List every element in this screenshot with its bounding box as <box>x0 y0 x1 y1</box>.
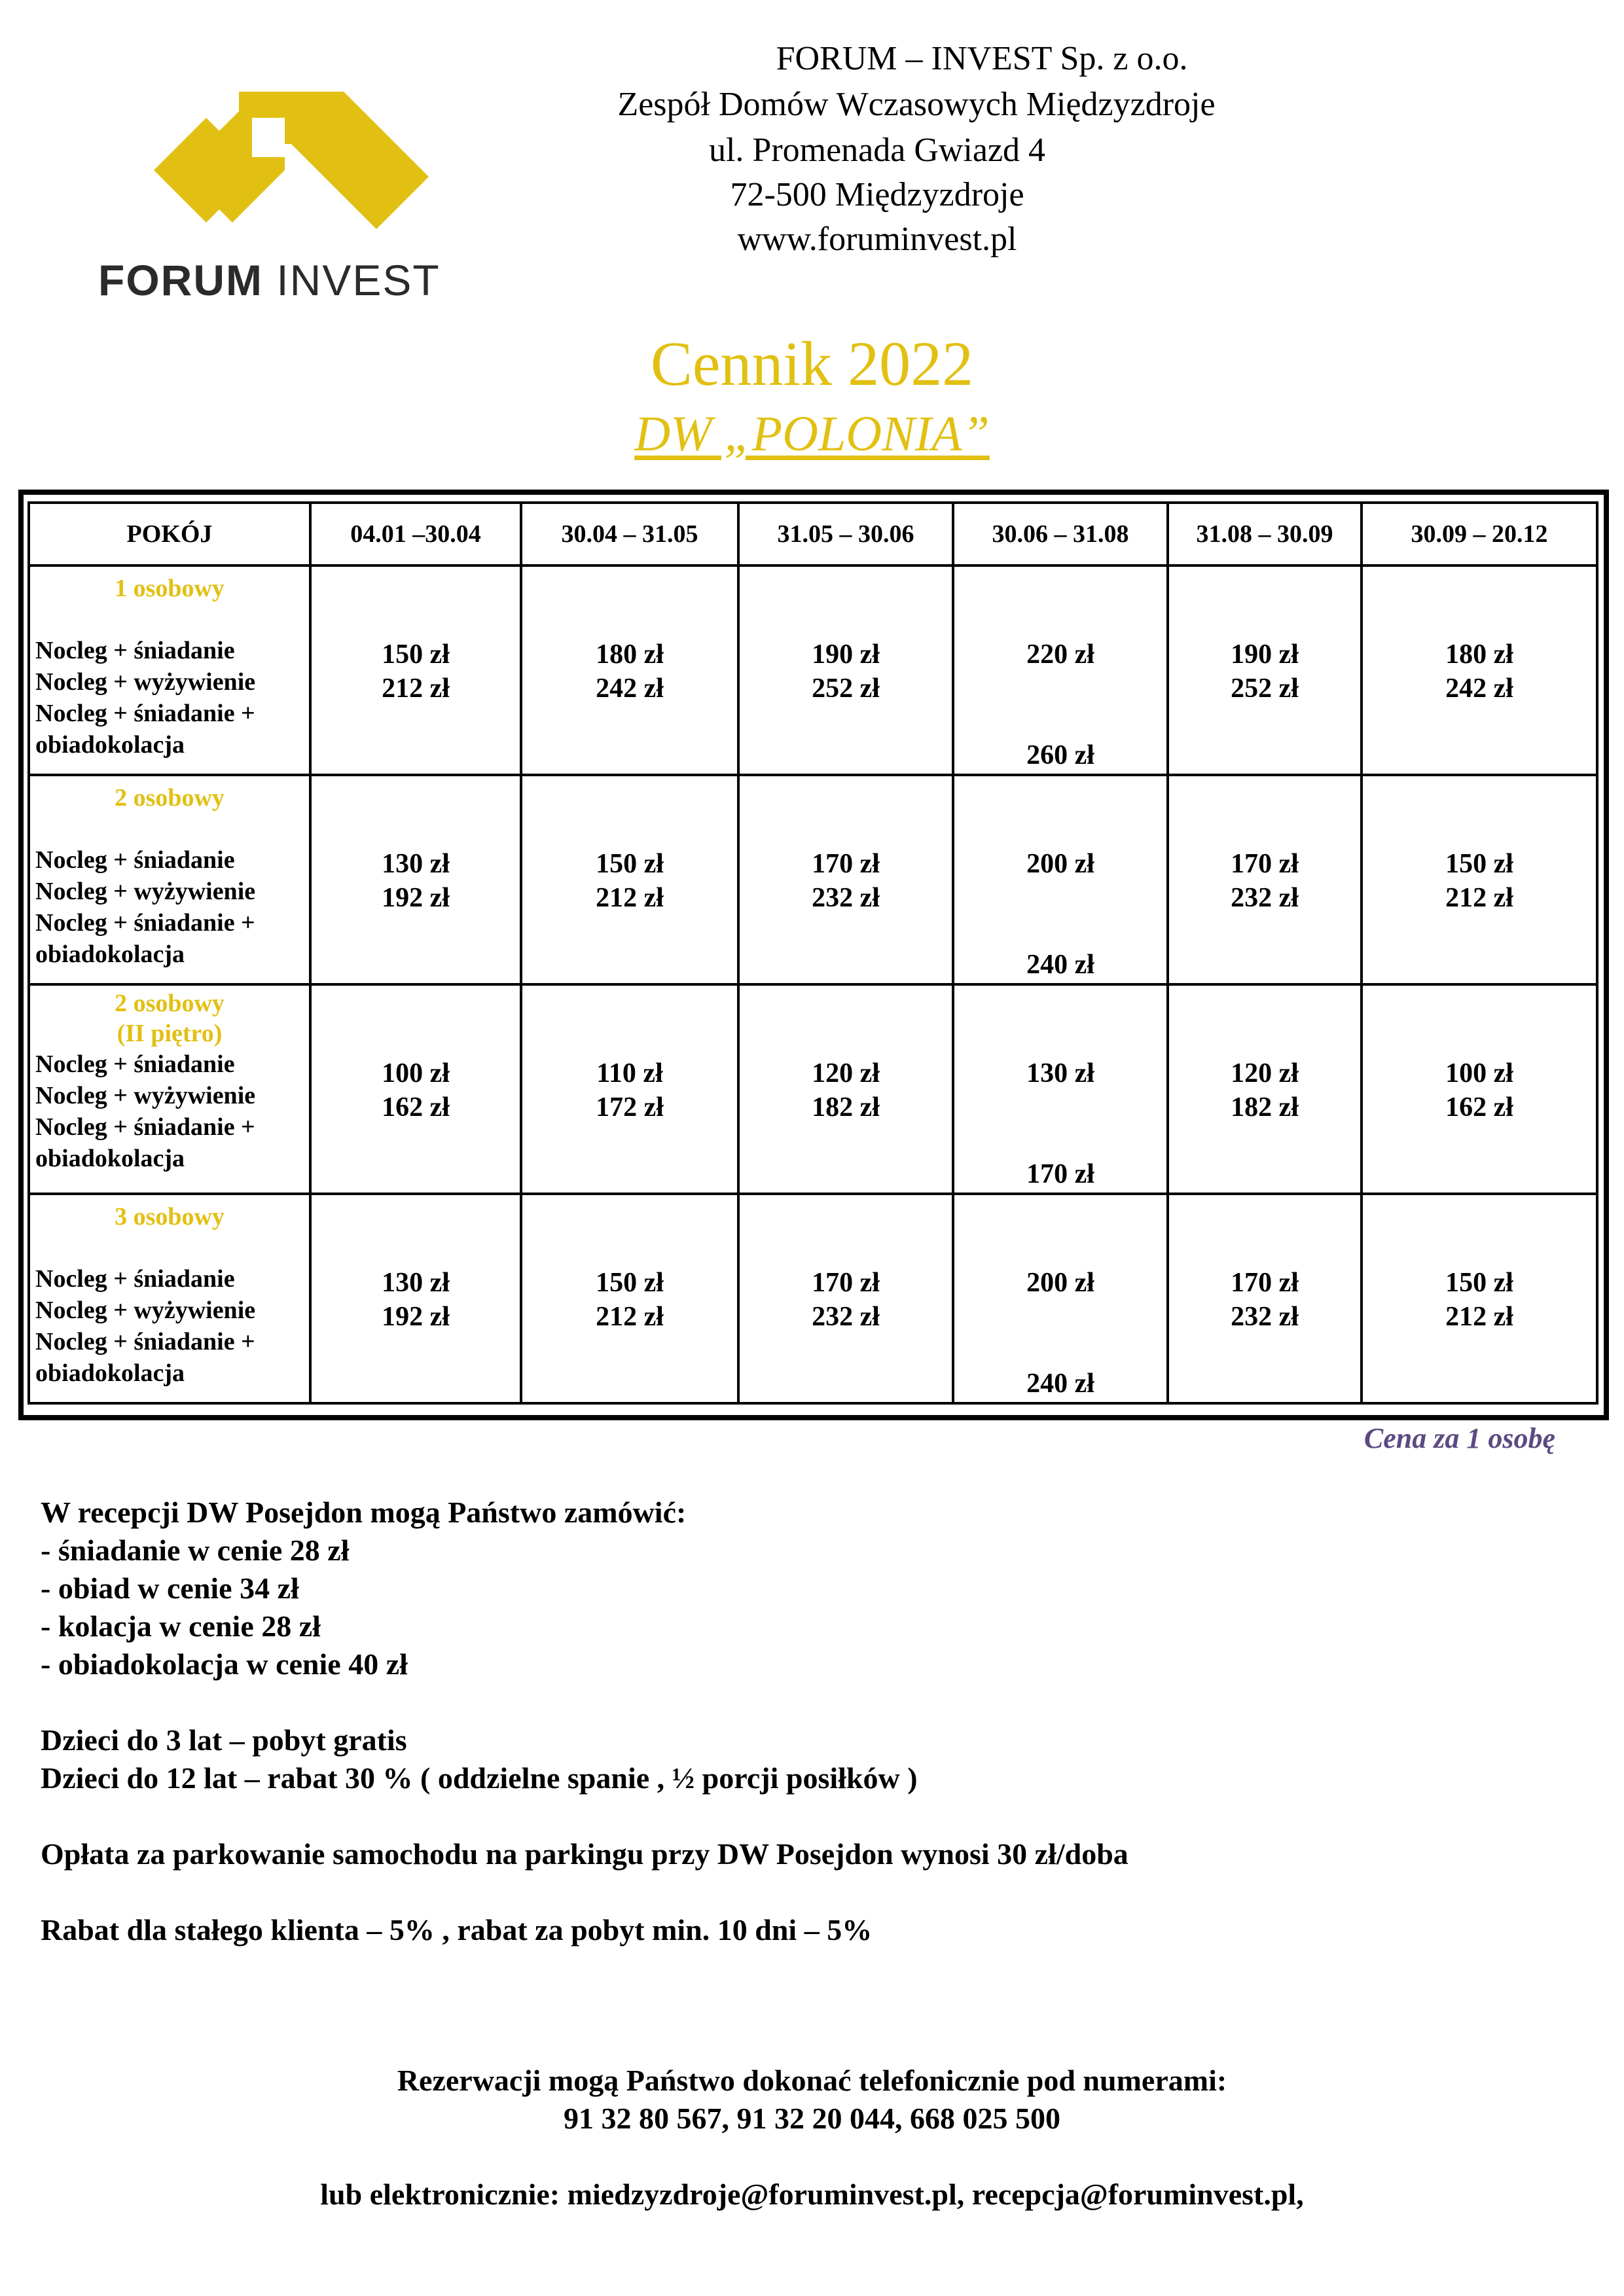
option-line: obiadokolacja <box>35 941 185 968</box>
price: 130 zł <box>382 1268 450 1298</box>
option-line: Nocleg + wyżywienie <box>35 878 256 905</box>
room-type: 1 osobowy <box>115 575 225 602</box>
option-line: obiadokolacja <box>35 1145 185 1172</box>
price: 260 zł <box>1026 740 1094 770</box>
option-line: Nocleg + wyżywienie <box>35 668 256 696</box>
price: 172 zł <box>596 1092 664 1122</box>
price: 162 zł <box>1445 1092 1513 1122</box>
price: 212 zł <box>596 1302 664 1332</box>
price: 232 zł <box>1231 1302 1299 1332</box>
price: 240 zł <box>1026 950 1094 980</box>
price: 170 zł <box>1026 1159 1094 1189</box>
price: 100 zł <box>382 1058 450 1088</box>
price: 242 zł <box>596 673 664 704</box>
price: 150 zł <box>596 1268 664 1298</box>
info-meal-item: - obiadokolacja w cenie 40 zł <box>41 1647 408 1681</box>
forum-invest-logo-mark <box>154 92 429 236</box>
info-order-heading: W recepcji DW Posejdon mogą Państwo zamówić: <box>41 1496 687 1529</box>
price: 190 zł <box>1231 639 1299 670</box>
price: 170 zł <box>812 1268 880 1298</box>
price: 200 zł <box>1026 849 1094 879</box>
room-cell <box>29 984 310 1194</box>
price-cell <box>738 775 953 984</box>
option-line: Nocleg + śniadanie <box>35 637 235 664</box>
header-period-6: 30.09 – 20.12 <box>1362 503 1597 565</box>
price-cell <box>1362 1194 1597 1403</box>
price: 120 zł <box>1231 1058 1299 1088</box>
price: 232 zł <box>812 883 880 913</box>
price: 180 zł <box>596 639 664 670</box>
option-line: Nocleg + śniadanie + <box>35 909 255 937</box>
footer-emails[interactable]: lub elektronicznie: miedzyzdroje@foruminvest.pl, recepcja@foruminvest.pl, <box>320 2178 1304 2211</box>
info-parking: Opłata za parkowanie samochodu na parkingu przy DW Posejdon wynosi 30 zł/doba <box>41 1837 1128 1871</box>
room-options <box>35 1263 255 1389</box>
room-floor: (II piętro) <box>117 1020 223 1047</box>
price-cell <box>953 1194 1168 1403</box>
price-cell <box>953 565 1168 775</box>
price-cell <box>1362 565 1597 775</box>
option-line: Nocleg + śniadanie + <box>35 700 255 727</box>
room-type: 2 osobowy <box>115 990 225 1017</box>
price-cell <box>521 1194 738 1403</box>
price-cell <box>1168 984 1362 1194</box>
price: 212 zł <box>596 883 664 913</box>
price-cell <box>310 565 521 775</box>
price: 182 zł <box>812 1092 880 1122</box>
company-name: FORUM – INVEST Sp. z o.o. <box>776 40 1188 77</box>
footer-phones: 91 32 80 567, 91 32 20 044, 668 025 500 <box>564 2102 1060 2135</box>
price-cell <box>1168 565 1362 775</box>
info-meal-item: - śniadanie w cenie 28 zł <box>41 1534 350 1567</box>
option-line: Nocleg + śniadanie <box>35 1265 235 1293</box>
price-cell <box>310 775 521 984</box>
price-cell <box>310 1194 521 1403</box>
option-line: Nocleg + śniadanie <box>35 1050 235 1078</box>
option-line: Nocleg + śniadanie + <box>35 1328 255 1355</box>
price: 242 zł <box>1445 673 1513 704</box>
room-cell <box>29 775 310 984</box>
price: 130 zł <box>382 849 450 879</box>
price: 232 zł <box>812 1302 880 1332</box>
price: 182 zł <box>1231 1092 1299 1122</box>
price: 200 zł <box>1026 1268 1094 1298</box>
info-meal-item: - kolacja w cenie 28 zł <box>41 1609 321 1643</box>
price-cell <box>521 565 738 775</box>
room-type: 3 osobowy <box>115 1203 225 1230</box>
price-cell <box>738 565 953 775</box>
room-cell <box>29 565 310 775</box>
room-type: 2 osobowy <box>115 784 225 812</box>
option-line: obiadokolacja <box>35 1359 185 1387</box>
price: 100 zł <box>1445 1058 1513 1088</box>
option-line: Nocleg + wyżywienie <box>35 1297 256 1324</box>
footer-reservation: Rezerwacji mogą Państwo dokonać telefonicznie pod numerami: <box>397 2064 1227 2097</box>
price-cell <box>521 984 738 1194</box>
company-city: 72-500 Międzyzdroje <box>730 176 1024 213</box>
price: 150 zł <box>382 639 450 670</box>
price: 190 zł <box>812 639 880 670</box>
price: 192 zł <box>382 883 450 913</box>
table-row <box>29 984 1597 1194</box>
price-cell <box>738 1194 953 1403</box>
price-cell <box>1168 1194 1362 1403</box>
price: 220 zł <box>1026 639 1094 670</box>
price: 252 zł <box>812 673 880 704</box>
price-cell <box>1168 775 1362 984</box>
price-note: Cena za 1 osobę <box>1363 1422 1555 1454</box>
price: 162 zł <box>382 1092 450 1122</box>
price: 232 zł <box>1231 883 1299 913</box>
price: 170 zł <box>1231 1268 1299 1298</box>
price-cell <box>521 775 738 984</box>
info-meal-item: - obiad w cenie 34 zł <box>41 1571 299 1605</box>
table-row <box>29 775 1597 984</box>
logo-wordmark <box>98 255 441 305</box>
price-cell <box>1362 775 1597 984</box>
price: 170 zł <box>812 849 880 879</box>
room-options <box>35 1049 255 1174</box>
header-period-3: 31.05 – 30.06 <box>738 503 953 565</box>
room-options <box>35 844 255 970</box>
option-line: obiadokolacja <box>35 731 185 759</box>
header-period-5: 31.08 – 30.09 <box>1168 503 1362 565</box>
company-address: ul. Promenada Gwiazd 4 <box>708 132 1046 169</box>
price-cell <box>1362 984 1597 1194</box>
page-subtitle: DW „POLONIA” <box>634 406 990 461</box>
option-line: Nocleg + śniadanie <box>35 846 235 874</box>
price: 170 zł <box>1231 849 1299 879</box>
price: 150 zł <box>1445 849 1513 879</box>
room-options <box>35 635 255 761</box>
price: 110 zł <box>596 1058 663 1088</box>
price-cell <box>953 775 1168 984</box>
price: 192 zł <box>382 1302 450 1332</box>
price: 212 zł <box>382 673 450 704</box>
room-cell <box>29 1194 310 1403</box>
header-period-1: 04.01 –30.04 <box>310 503 521 565</box>
price: 150 zł <box>596 849 664 879</box>
header-room: POKÓJ <box>29 503 310 565</box>
header-period-2: 30.04 – 31.05 <box>521 503 738 565</box>
price-cell <box>738 984 953 1194</box>
header-period-4: 30.06 – 31.08 <box>953 503 1168 565</box>
option-line: Nocleg + śniadanie + <box>35 1113 255 1141</box>
table-header-row <box>29 503 1597 565</box>
price: 252 zł <box>1231 673 1299 704</box>
price: 130 zł <box>1026 1058 1094 1088</box>
logo-text-light: INVEST <box>276 256 441 304</box>
price: 240 zł <box>1026 1369 1094 1399</box>
table-row <box>29 1194 1597 1403</box>
info-children: Dzieci do 3 lat – pobyt gratis <box>41 1723 407 1757</box>
logo-text-bold: FORUM <box>98 256 263 304</box>
info-discount: Rabat dla stałego klienta – 5% , rabat za pobyt min. 10 dni – 5% <box>41 1913 873 1946</box>
price: 212 zł <box>1445 1302 1513 1332</box>
page-title: Cennik 2022 <box>650 329 974 399</box>
price-cell <box>310 984 521 1194</box>
price-table <box>27 501 1598 1405</box>
price: 212 zł <box>1445 883 1513 913</box>
table-row <box>29 565 1597 775</box>
price: 150 zł <box>1445 1268 1513 1298</box>
option-line: Nocleg + wyżywienie <box>35 1082 256 1109</box>
price-cell <box>953 984 1168 1194</box>
company-subtitle: Zespół Domów Wczasowych Międzyzdroje <box>617 86 1216 123</box>
price: 180 zł <box>1445 639 1513 670</box>
info-children: Dzieci do 12 lat – rabat 30 % ( oddzielne spanie , ½ porcji posiłków ) <box>41 1761 918 1795</box>
company-logo <box>79 92 445 334</box>
price: 120 zł <box>812 1058 880 1088</box>
company-website[interactable]: www.foruminvest.pl <box>737 221 1017 258</box>
